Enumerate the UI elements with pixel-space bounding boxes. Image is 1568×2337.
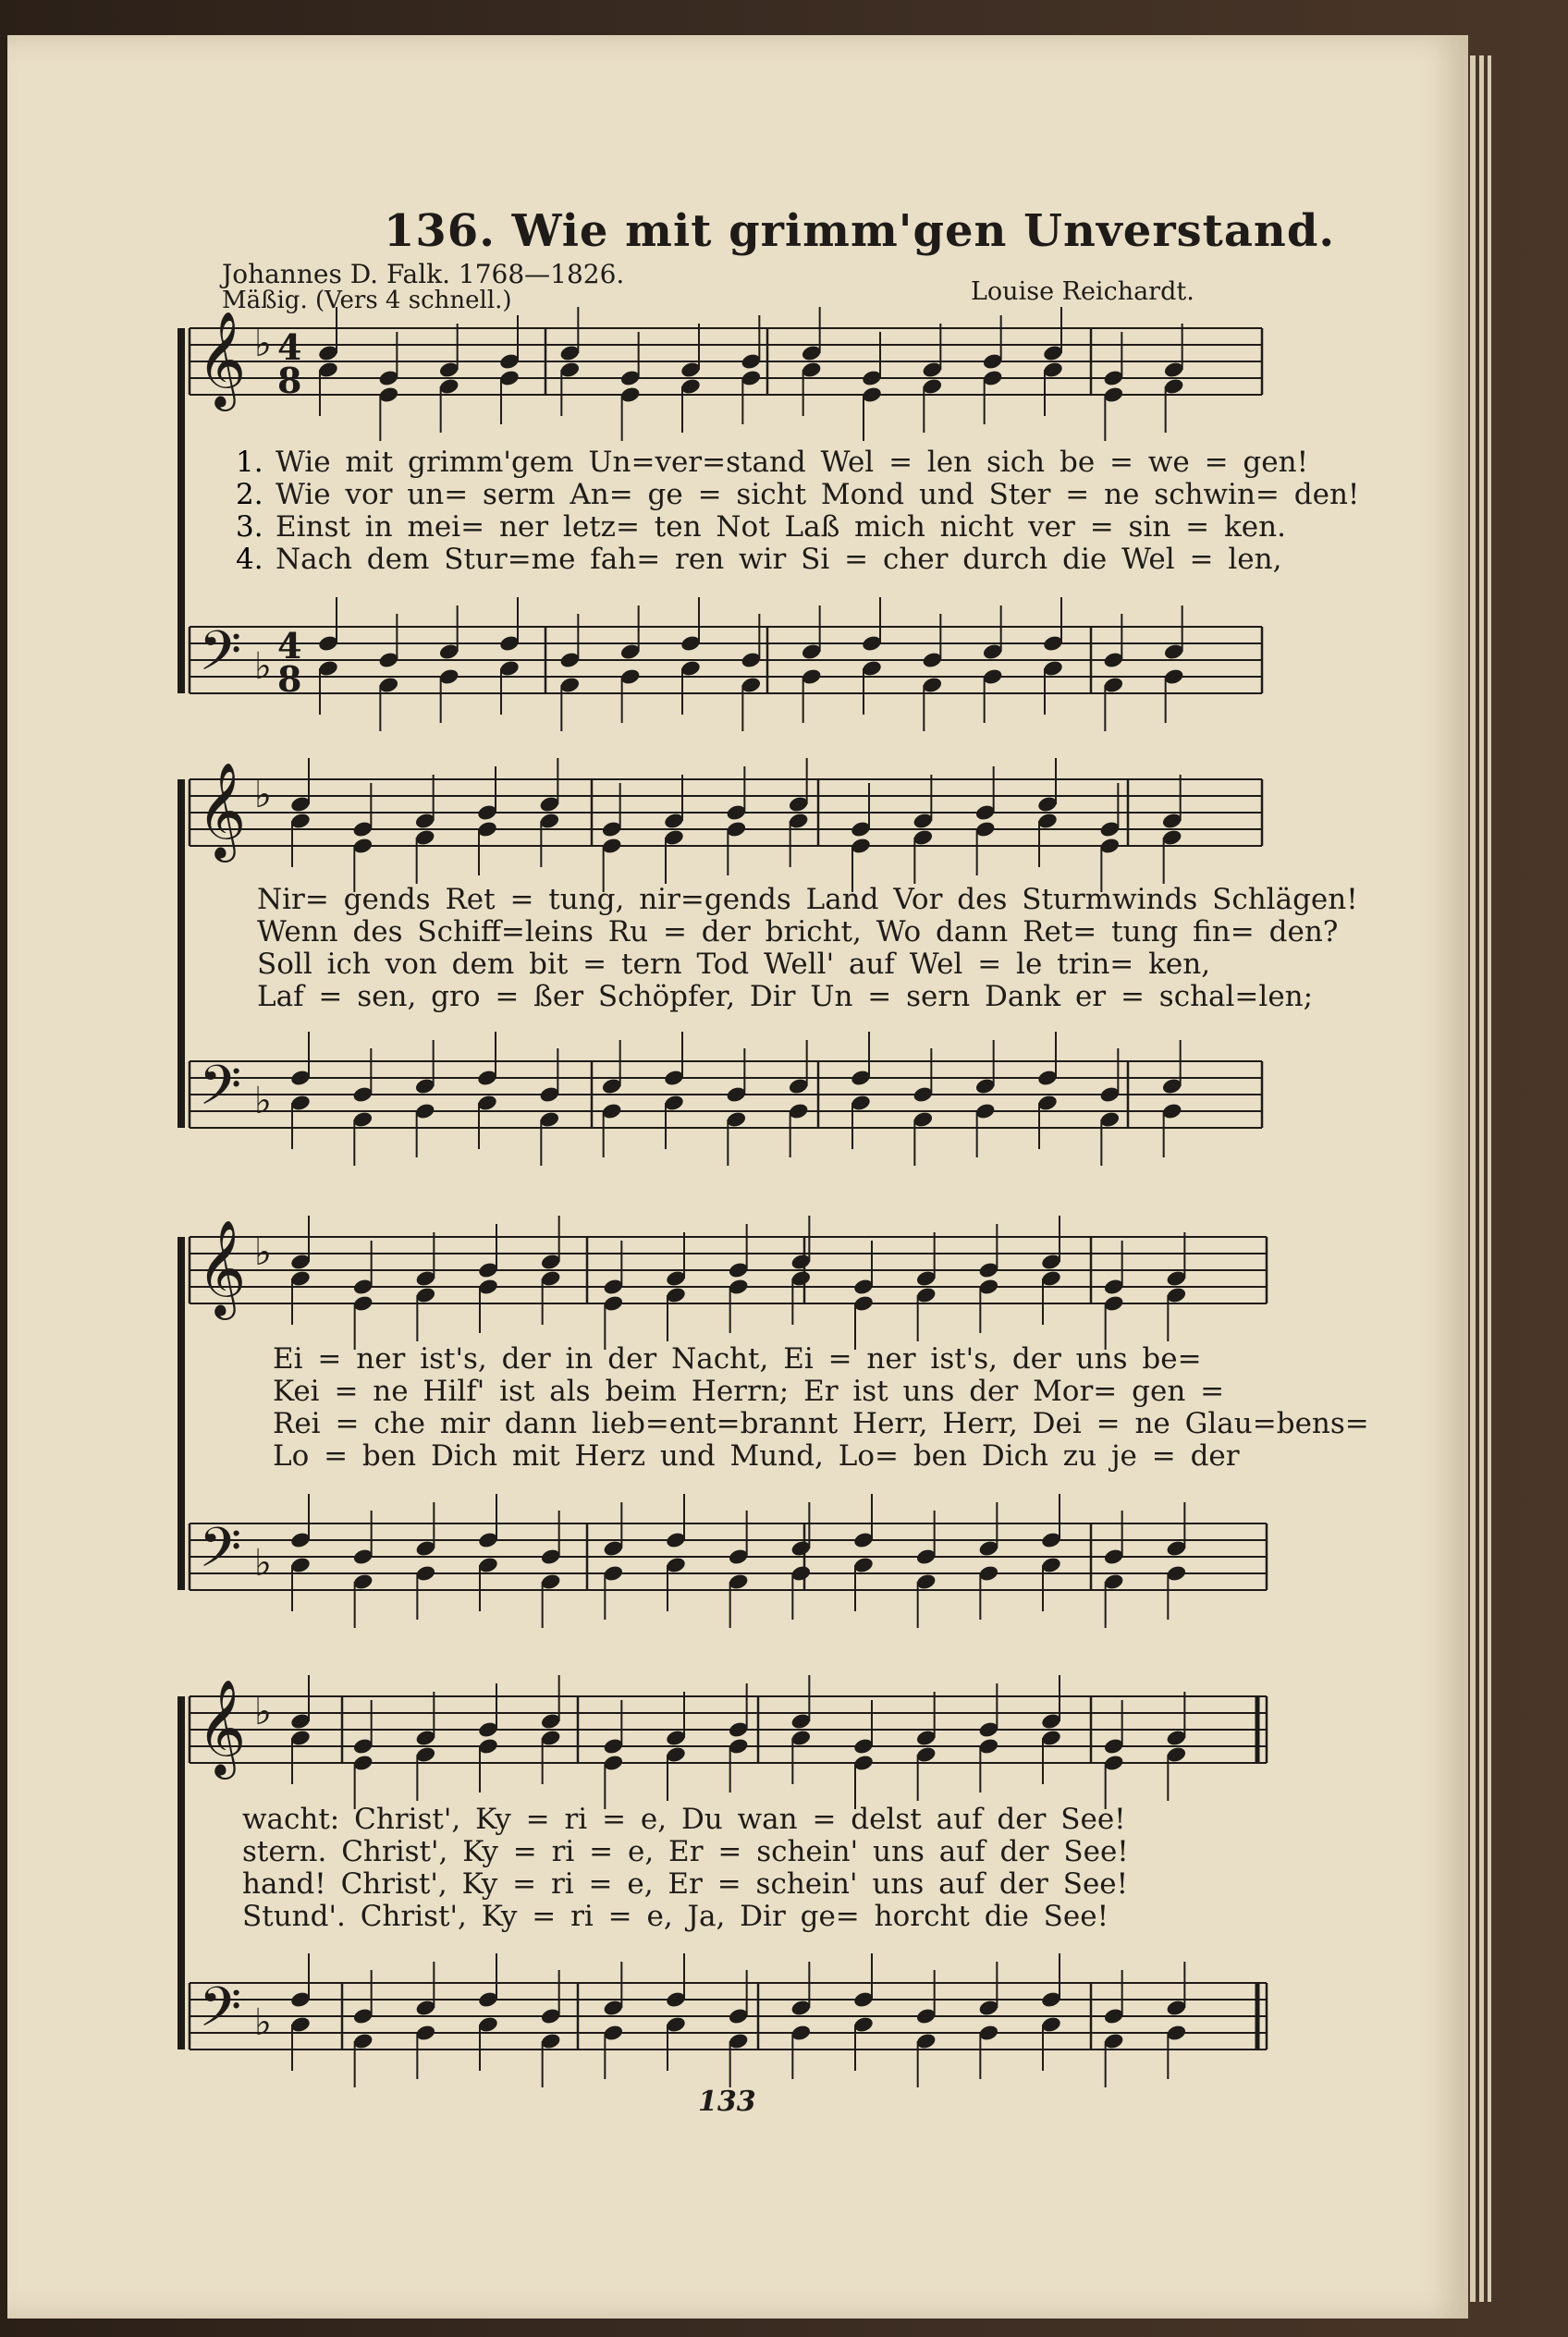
time-signature: 4 [277, 625, 302, 667]
lyric-line: wacht: Christ', Ky = ri = e, Du wan = delst auf der See! [242, 1803, 1126, 1836]
verse-number: 2. [236, 478, 263, 511]
bass-clef: 𝄢 [199, 618, 242, 696]
lyric-line: Rei = che mir dann lieb=ent=brannt Herr, Herr, Dei = ne Glau=bens= [273, 1407, 1369, 1440]
treble-clef: 𝄞 [197, 1219, 247, 1316]
lyric-line: Wenn des Schiff=leins Ru = der bricht, Wo dann Ret= tung fin= den? [257, 915, 1339, 948]
lyric-line: Ei = ner ist's, der in der Nacht, Ei = ner ist's, der uns be= [273, 1342, 1202, 1376]
time-signature: 8 [277, 658, 302, 700]
lyric-line: hand! Christ', Ky = ri = e, Er = schein' uns auf der See! [242, 1867, 1129, 1901]
verse-number: 3. [236, 510, 263, 544]
bass-clef: 𝄢 [199, 1515, 242, 1593]
flat-sign: ♭ [254, 1080, 272, 1122]
lyric-line: Wie vor un= serm An= ge = sicht Mond und Ster = ne schwin= den! [276, 478, 1360, 511]
flat-sign: ♭ [254, 323, 272, 365]
verse-number: 1. [236, 446, 263, 479]
lyric-line: Einst in mei= ner letz= ten Not Laß mich nicht ver = sin = ken. [276, 510, 1286, 544]
lyric-line: Nir= gends Ret = tung, nir=gends Land Vor des Sturmwinds Schlägen! [257, 883, 1358, 916]
time-signature: 4 [277, 326, 302, 368]
flat-sign: ♭ [254, 1542, 272, 1585]
flat-sign: ♭ [254, 774, 272, 816]
system-brace [178, 1237, 185, 1590]
lyric-line: stern. Christ', Ky = ri = e, Er = schein' uns auf der See! [242, 1835, 1129, 1868]
treble-clef: 𝄞 [197, 311, 247, 408]
treble-clef: 𝄞 [197, 762, 247, 859]
lyric-line: Kei = ne Hilf' ist als beim Herrn; Er ist uns der Mor= gen = [273, 1375, 1225, 1408]
lyric-line: Lo = ben Dich mit Herz und Mund, Lo= ben Dich zu je = der [273, 1439, 1240, 1473]
lyric-line: Nach dem Stur=me fah= ren wir Si = cher durch die Wel = len, [276, 543, 1282, 576]
tempo-marking: Mäßig. (Vers 4 schnell.) [222, 287, 512, 314]
lyric-line: Wie mit grimm'gem Un=ver=stand Wel = len sich be = we = gen! [276, 446, 1309, 479]
system-brace [178, 779, 185, 1128]
flat-sign: ♭ [254, 1691, 272, 1733]
flat-sign: ♭ [254, 2001, 272, 2044]
flat-sign: ♭ [254, 645, 272, 688]
hymn-title: 136. Wie mit grimm'gen Unverstand. [384, 205, 1336, 257]
time-signature: 8 [277, 360, 302, 401]
verse-number: 4. [236, 543, 263, 576]
system-brace [178, 1696, 185, 2049]
composer-credit: Louise Reichardt. [971, 277, 1194, 306]
lyricist-credit: Johannes D. Falk. 1768—1826. [222, 259, 625, 289]
treble-clef: 𝄞 [197, 1679, 247, 1776]
bass-clef: 𝄢 [199, 1053, 242, 1131]
lyric-line: Laf = sen, gro = ßer Schöpfer, Dir Un = sern Dank er = schal=len; [257, 980, 1314, 1013]
page-number: 133 [698, 2086, 756, 2118]
lyric-line: Soll ich von dem bit = tern Tod Well' auf Wel = le trin= ken, [257, 948, 1211, 981]
bass-clef: 𝄢 [199, 1975, 242, 2052]
lyric-line: Stund'. Christ', Ky = ri = e, Ja, Dir ge= horcht die See! [242, 1900, 1109, 1933]
flat-sign: ♭ [254, 1231, 272, 1274]
system-brace [178, 328, 185, 693]
